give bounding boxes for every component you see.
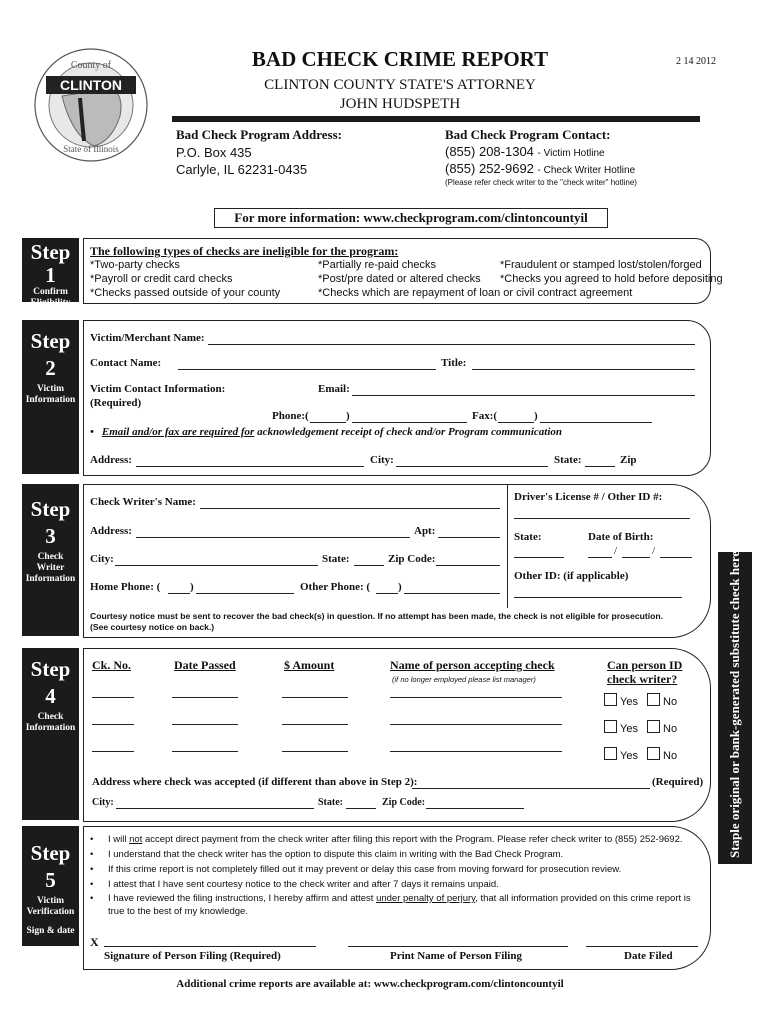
fax-label: Fax:( xyxy=(472,410,498,422)
ineligible-item: *Checks which are repayment of loan or civil contract agreement xyxy=(318,287,633,299)
accept-address-required: (Required) xyxy=(652,776,704,788)
other-phone-field[interactable] xyxy=(404,593,500,594)
home-phone-area[interactable] xyxy=(168,593,190,594)
date-filed-label: Date Filed xyxy=(624,950,673,962)
accept-city-field[interactable] xyxy=(116,808,314,809)
col-amount: $ Amount xyxy=(284,658,335,672)
verification-list xyxy=(86,832,708,918)
writer-city-field[interactable] xyxy=(115,565,318,566)
page-subtitle: CLINTON COUNTY STATE'S ATTORNEY xyxy=(264,77,536,93)
ck-no-field[interactable] xyxy=(92,724,134,725)
victim-contact-label: Victim Contact Information: xyxy=(90,383,226,395)
id-choice-row: Yes No xyxy=(604,693,677,708)
print-name-label: Print Name of Person Filing xyxy=(390,950,522,962)
address-label: Address: xyxy=(90,454,132,466)
ck-no-field[interactable] xyxy=(92,751,134,752)
apt-field[interactable] xyxy=(438,537,500,538)
accept-state-label: State: xyxy=(318,797,343,808)
logo-name: CLINTON xyxy=(60,77,122,93)
city-field[interactable] xyxy=(396,466,548,467)
step3-badge: Step 3 Check Writer Information xyxy=(22,484,79,636)
apt-label: Apt: xyxy=(414,525,436,537)
ck-no-field[interactable] xyxy=(92,697,134,698)
verification-item: • If this crime report is not completely filled out it may prevent or delay this case from moving forward for prosecution review. xyxy=(86,862,708,877)
no-checkbox[interactable] xyxy=(647,720,660,733)
date-stamp: 2 14 2012 xyxy=(676,56,716,67)
signature-label: Signature of Person Filing (Required) xyxy=(104,950,281,962)
step4-badge: Step 4 Check Information xyxy=(22,648,79,820)
accept-city-label: City: xyxy=(92,797,114,808)
id-choice-row: Yes No xyxy=(604,747,677,762)
ineligible-item: *Partially re-paid checks xyxy=(318,259,436,271)
writer-city-label: City: xyxy=(90,553,114,565)
yes-checkbox[interactable] xyxy=(604,747,617,760)
email-label: Email: xyxy=(318,383,350,395)
amount-field[interactable] xyxy=(282,751,348,752)
victim-name-field[interactable] xyxy=(208,344,695,345)
contact-heading: Bad Check Program Contact: xyxy=(445,127,611,142)
state-label: State: xyxy=(554,454,582,466)
signature-field[interactable] xyxy=(104,946,316,947)
date-passed-field[interactable] xyxy=(172,724,238,725)
step3-divider xyxy=(507,484,508,608)
victim-hotline-label: - Victim Hotline xyxy=(537,148,605,159)
yes-checkbox[interactable] xyxy=(604,693,617,706)
writer-state-label: State: xyxy=(322,553,350,565)
amount-field[interactable] xyxy=(282,724,348,725)
col-ck-no: Ck. No. xyxy=(92,658,132,672)
id-choice-row: Yes No xyxy=(604,720,677,735)
col-can-id-2: check writer? xyxy=(607,672,678,686)
phone-area-field[interactable] xyxy=(310,422,346,423)
person-field[interactable] xyxy=(390,751,562,752)
date-passed-field[interactable] xyxy=(172,697,238,698)
contact-note: (Please refer check writer to the "check writer" hotline) xyxy=(445,178,637,187)
step2-badge: Step 2 Victim Information xyxy=(22,320,79,474)
staple-instruction: Staple original or bank-generated substitute check here xyxy=(727,550,742,858)
address-line1: P.O. Box 435 xyxy=(176,145,252,160)
header-rule xyxy=(172,116,700,122)
writer-name-field[interactable] xyxy=(200,508,500,509)
person-field[interactable] xyxy=(390,724,562,725)
dl-label: Driver's License # / Other ID #: xyxy=(514,491,663,503)
writer-state-field[interactable] xyxy=(354,565,384,566)
title-label: Title: xyxy=(441,357,467,369)
other-phone-label: Other Phone: ( xyxy=(300,581,371,593)
fax-area-field[interactable] xyxy=(498,422,534,423)
other-id-field[interactable] xyxy=(514,597,682,598)
signature-x: X xyxy=(90,935,99,949)
date-passed-field[interactable] xyxy=(172,751,238,752)
home-phone-field[interactable] xyxy=(196,593,294,594)
print-name-field[interactable] xyxy=(348,946,568,947)
accept-address-field[interactable] xyxy=(412,788,650,789)
dl-field[interactable] xyxy=(514,518,690,519)
phone-label: Phone:( xyxy=(272,410,309,422)
yes-checkbox[interactable] xyxy=(604,720,617,733)
courtesy-notice-ref: (See courtesy notice on back.) xyxy=(90,622,215,632)
other-id-label: Other ID: (if applicable) xyxy=(514,570,629,582)
email-field[interactable] xyxy=(352,395,695,396)
verification-item: • I have reviewed the filing instructions, I hereby affirm and attest under penalty of perjury, that all information provided on this crime report is true to the best of my knowledge. xyxy=(86,892,708,918)
phone-field[interactable] xyxy=(352,422,467,423)
dl-state-field[interactable] xyxy=(514,557,564,558)
ineligible-item: *Payroll or credit card checks xyxy=(90,273,233,285)
county-seal-logo xyxy=(32,46,150,164)
victim-name-label: Victim/Merchant Name: xyxy=(90,332,205,344)
writer-name-label: Check Writer's Name: xyxy=(90,496,196,508)
attorney-name: JOHN HUDSPETH xyxy=(339,96,461,112)
dl-state-label: State: xyxy=(514,531,542,543)
dob-year[interactable] xyxy=(660,557,692,558)
no-checkbox[interactable] xyxy=(647,693,660,706)
col-can-id-1: Can person ID xyxy=(607,658,683,672)
writer-zip-label: Zip Code: xyxy=(388,553,436,565)
zip-label: Zip xyxy=(620,454,637,466)
ineligible-item: *Checks passed outside of your county xyxy=(90,287,281,299)
address-line2: Carlyle, IL 62231-0435 xyxy=(176,162,308,177)
no-checkbox[interactable] xyxy=(647,747,660,760)
staple-tab xyxy=(718,552,752,864)
info-bar: For more information: www.checkprogram.com/clintoncountyil xyxy=(214,208,608,228)
courtesy-notice: Courtesy notice must be sent to recover the bad check(s) in question. If no attempt has been made, the check is not eligible for prosecution. xyxy=(90,611,664,621)
fax-field[interactable] xyxy=(540,422,652,423)
person-field[interactable] xyxy=(390,697,562,698)
accept-zip-label: Zip Code: xyxy=(382,797,426,808)
page-title: BAD CHECK CRIME REPORT xyxy=(251,47,549,71)
ineligible-item: *Checks you agreed to hold before depositing xyxy=(500,273,723,285)
other-phone-area[interactable] xyxy=(376,593,398,594)
step1-heading: The following types of checks are ineligible for the program: xyxy=(90,244,399,258)
verification-item: • I attest that I have sent courtesy notice to the check writer and after 7 days it remains unpaid. xyxy=(86,877,708,892)
logo-top: County of xyxy=(70,60,112,71)
required-note: (Required) xyxy=(90,397,142,409)
dob-month[interactable] xyxy=(588,557,612,558)
contact-name-label: Contact Name: xyxy=(90,357,162,369)
step1-badge: Step 1 Confirm Eligibility xyxy=(22,238,79,302)
dob-day[interactable] xyxy=(622,557,650,558)
verification-item: • I understand that the check writer has the option to dispute this claim in writing with the Bad Check Program. xyxy=(86,847,708,862)
state-field[interactable] xyxy=(585,466,615,467)
address-heading: Bad Check Program Address: xyxy=(176,127,342,142)
amount-field[interactable] xyxy=(282,697,348,698)
col-person: Name of person accepting check xyxy=(390,658,555,672)
dob-label: Date of Birth: xyxy=(588,531,654,543)
writer-address-field[interactable] xyxy=(136,537,410,538)
ineligible-item: *Post/pre dated or altered checks xyxy=(318,273,481,285)
footer-text: Additional crime reports are available at: www.checkprogram.com/clintoncountyil xyxy=(176,978,564,990)
writer-zip-field[interactable] xyxy=(436,565,500,566)
logo-bottom: State of Illinois xyxy=(63,144,119,154)
email-fax-note: • Email and/or fax are required for acknowledgement receipt of check and/or Program communication xyxy=(90,426,563,438)
step5-badge: Step 5 Victim Verification Sign & date xyxy=(22,826,79,946)
ineligible-item: *Fraudulent or stamped lost/stolen/forged xyxy=(500,259,702,271)
accept-address-label: Address where check was accepted (if different than above in Step 2): xyxy=(92,776,418,788)
writer-hotline-label: - Check Writer Hotline xyxy=(537,165,636,176)
address-field[interactable] xyxy=(136,466,364,467)
date-filed-field[interactable] xyxy=(586,946,698,947)
verification-item: • I will not accept direct payment from the check writer after filing this report with the Program. Please refer check writer to (855) 252-9692. xyxy=(86,832,708,847)
victim-hotline: (855) 208-1304 xyxy=(445,144,534,159)
writer-hotline: (855) 252-9692 xyxy=(445,161,534,176)
title-field[interactable] xyxy=(472,369,695,370)
accept-state-field[interactable] xyxy=(346,808,376,809)
contact-name-field[interactable] xyxy=(178,369,436,370)
col-date-passed: Date Passed xyxy=(174,658,236,672)
city-label: City: xyxy=(370,454,394,466)
writer-address-label: Address: xyxy=(90,525,132,537)
col-person-note: (if no longer employed please list manager) xyxy=(392,675,536,684)
ineligible-item: *Two-party checks xyxy=(90,259,180,271)
home-phone-label: Home Phone: ( xyxy=(90,581,161,593)
accept-zip-field[interactable] xyxy=(426,808,524,809)
